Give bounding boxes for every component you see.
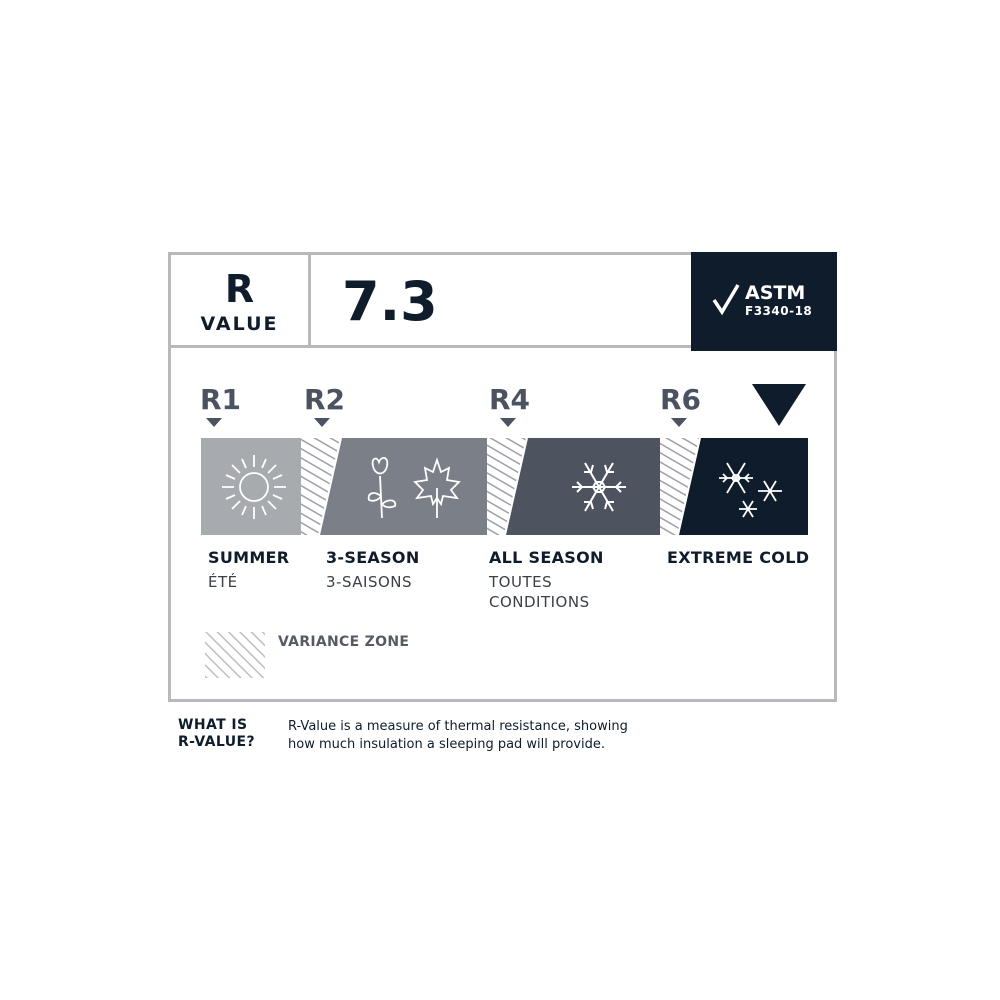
label-toutes: TOUTES [489, 573, 553, 591]
description-line-2: how much insulation a sleeping pad will provide. [288, 737, 605, 752]
label-extreme-cold: EXTREME COLD [667, 548, 810, 567]
segment-extreme-cold [700, 438, 808, 535]
r-value-box [308, 255, 697, 348]
variance-zone-label: VARIANCE ZONE [278, 634, 410, 650]
label-3-saisons: 3-SAISONS [326, 573, 413, 591]
label-summer: SUMMER [208, 548, 290, 567]
marker-r1: R1 [200, 383, 242, 416]
label-ete: ÉTÉ [208, 573, 238, 591]
marker-r4-arrow-icon [500, 418, 516, 427]
r-letter: R [224, 267, 255, 311]
segment-3-season [341, 438, 487, 535]
marker-r6-arrow-icon [671, 418, 687, 427]
marker-r6: R6 [660, 383, 702, 416]
astm-badge [691, 252, 837, 351]
label-all-season: ALL SEASON [489, 548, 604, 567]
r-value-label-box [171, 255, 311, 348]
value-word: VALUE [200, 313, 279, 335]
marker-r4: R4 [489, 383, 531, 416]
marker-r2-arrow-icon [314, 418, 330, 427]
astm-code: F3340-18 [745, 304, 813, 318]
label-conditions: CONDITIONS [489, 593, 590, 611]
current-value-indicator-icon [752, 384, 806, 426]
description-line-1: R-Value is a measure of thermal resistance, showing [288, 719, 628, 734]
marker-r1-arrow-icon [206, 418, 222, 427]
variance-zone-swatch-icon [205, 632, 265, 678]
what-is-r-value-title [178, 717, 255, 751]
r-value-number: 7.3 [342, 270, 438, 333]
r-value-description [288, 718, 678, 754]
check-icon [711, 282, 741, 316]
r-value-question-line: R-VALUE? [178, 734, 255, 750]
r-value-scale [201, 438, 808, 535]
label-3-season: 3-SEASON [326, 548, 420, 567]
astm-title: ASTM [745, 282, 806, 304]
what-is-line: WHAT IS [178, 717, 248, 733]
marker-r2: R2 [304, 383, 346, 416]
